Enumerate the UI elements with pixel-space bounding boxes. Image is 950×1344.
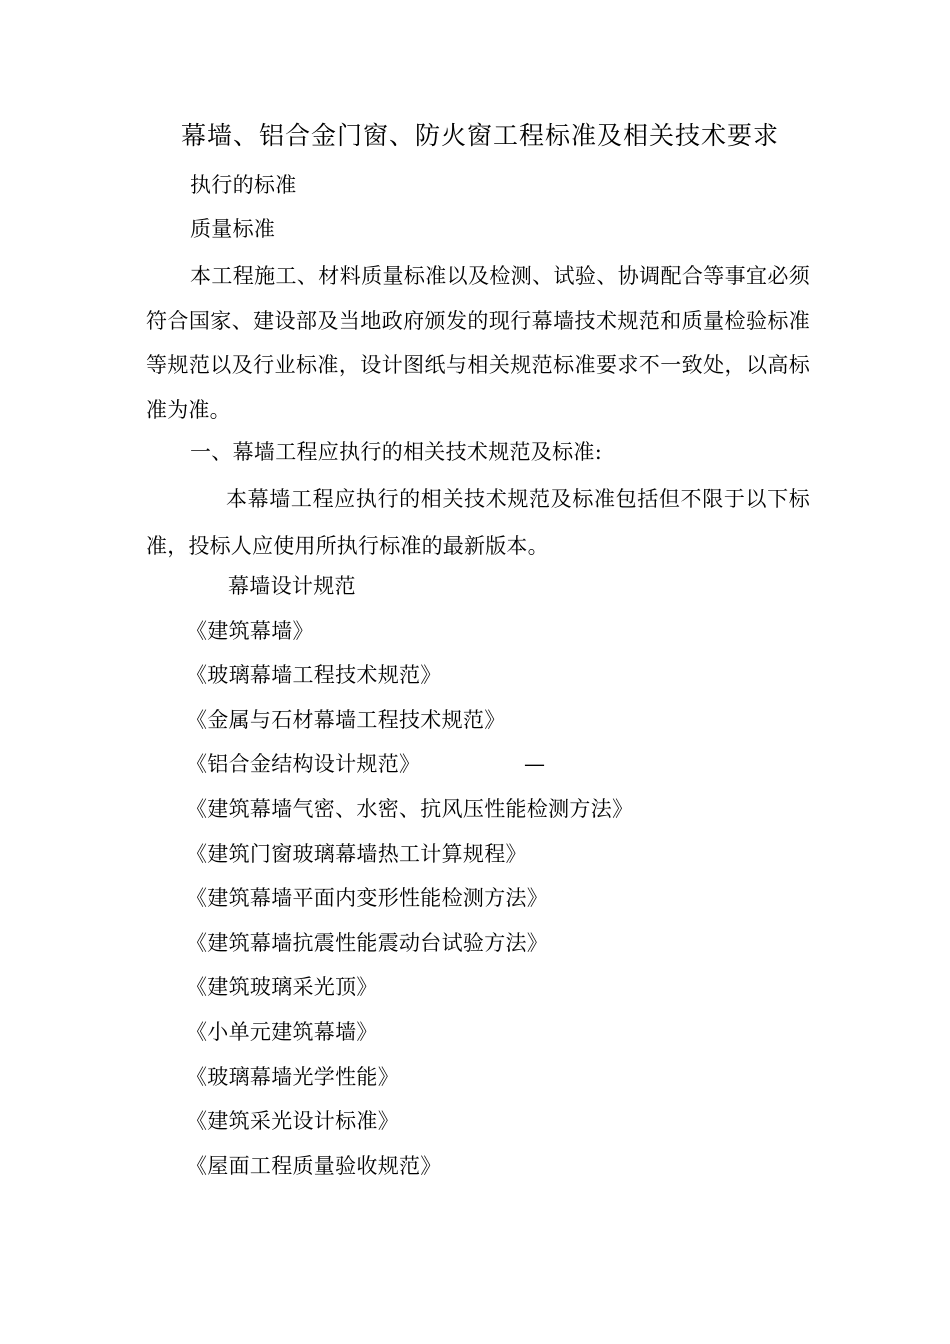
- list-item: 《建筑幕墙》: [186, 619, 314, 643]
- section-one-paragraph: 本幕墙工程应执行的相关技术规范及标准包括但不限于以下标准，投标人应使用所执行标准的最新版本。: [146, 487, 810, 558]
- section-one-heading: 一、幕墙工程应执行的相关技术规范及标准:: [190, 440, 603, 464]
- heading-quality: 质量标准: [190, 217, 276, 241]
- list-item: 《建筑玻璃采光顶》: [186, 975, 378, 999]
- list-item: 《建筑采光设计标准》: [186, 1109, 399, 1133]
- list-item: 《建筑幕墙气密、水密、抗风压性能检测方法》: [186, 797, 634, 821]
- list-item: 《建筑幕墙平面内变形性能检测方法》: [186, 886, 549, 910]
- list-item: 《玻璃幕墙光学性能》: [186, 1065, 399, 1089]
- heading-standards: 执行的标准: [190, 173, 297, 197]
- list-item: 《建筑门窗玻璃幕墙热工计算规程》: [186, 842, 527, 866]
- list-item: 《小单元建筑幕墙》: [186, 1020, 378, 1044]
- document-title: 幕墙、铝合金门窗、防火窗工程标准及相关技术要求: [181, 121, 780, 150]
- list-item: 《金属与石材幕墙工程技术规范》: [186, 708, 506, 732]
- list-item: 《屋面工程质量验收规范》: [186, 1154, 442, 1178]
- dash-mark: —: [524, 752, 545, 776]
- quality-paragraph: 本工程施工、材料质量标准以及检测、试验、协调配合等事宜必须符合国家、建设部及当地政府颁发的现行幕墙技术规范和质量检验标准等规范以及行业标准，设计图纸与相关规范标准要求不一致处，以高标准为准。: [146, 264, 810, 422]
- list-item: 《建筑幕墙抗震性能震动台试验方法》: [186, 931, 549, 955]
- list-item: 《玻璃幕墙工程技术规范》: [186, 663, 442, 687]
- list-item: 《铝合金结构设计规范》: [186, 752, 421, 776]
- subheading-design: 幕墙设计规范: [228, 574, 356, 598]
